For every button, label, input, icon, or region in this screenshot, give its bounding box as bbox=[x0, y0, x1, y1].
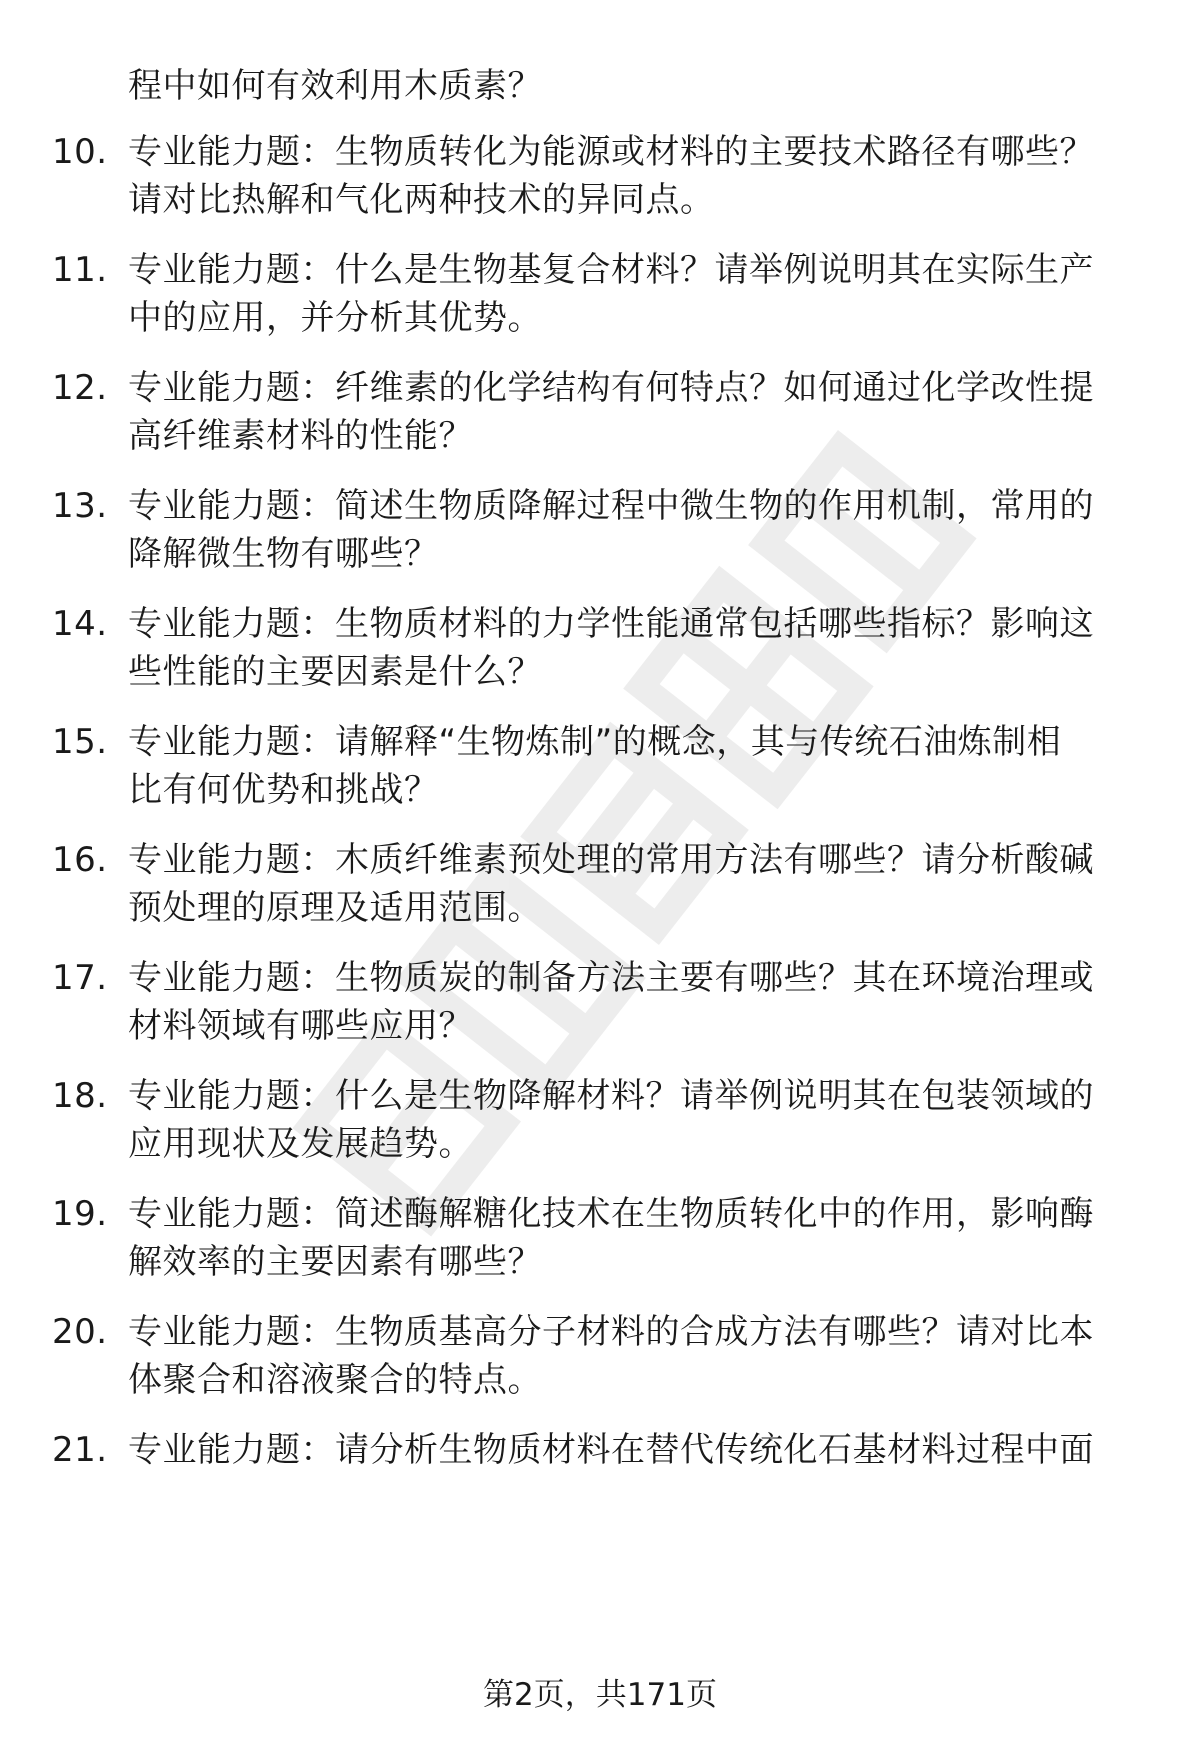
question-text-line-2: 些性能的主要因素是什么？ bbox=[128, 652, 542, 692]
question-text-line-2: 解效率的主要因素有哪些？ bbox=[128, 1242, 542, 1282]
question-text-line-1: 专业能力题：生物质炭的制备方法主要有哪些？其在环境治理或 bbox=[128, 958, 1094, 998]
question-number: 11. bbox=[52, 250, 108, 290]
question-text-line-2: 比有何优势和挑战？ bbox=[128, 770, 439, 810]
question-text-line-1: 专业能力题：请分析生物质材料在替代传统化石基材料过程中面 bbox=[128, 1430, 1094, 1470]
question-number: 15. bbox=[52, 722, 108, 762]
question-text-line-2: 中的应用，并分析其优势。 bbox=[128, 298, 542, 338]
question-text-line-2: 应用现状及发展趋势。 bbox=[128, 1124, 473, 1164]
question-number: 12. bbox=[52, 368, 108, 408]
question-text-line-1: 专业能力题：什么是生物降解材料？请举例说明其在包装领域的 bbox=[128, 1076, 1094, 1116]
question-text-line-1: 专业能力题：简述生物质降解过程中微生物的作用机制，常用的 bbox=[128, 486, 1094, 526]
question-number: 10. bbox=[52, 132, 108, 172]
question-number: 21. bbox=[52, 1430, 108, 1470]
question-text-line-1: 专业能力题：生物质材料的力学性能通常包括哪些指标？影响这 bbox=[128, 604, 1094, 644]
question-text-line-1: 专业能力题：请解释“生物炼制”的概念，其与传统石油炼制相 bbox=[128, 722, 1062, 762]
question-number: 17. bbox=[52, 958, 108, 998]
question-number: 14. bbox=[52, 604, 108, 644]
question-number: 19. bbox=[52, 1194, 108, 1234]
question-text-line-1: 专业能力题：简述酶解糖化技术在生物质转化中的作用，影响酶 bbox=[128, 1194, 1094, 1234]
question-number: 20. bbox=[52, 1312, 108, 1352]
question-text-line-1: 专业能力题：木质纤维素预处理的常用方法有哪些？请分析酸碱 bbox=[128, 840, 1094, 880]
page-footer: 第2页，共171页 bbox=[483, 1677, 717, 1713]
question-text-line-2: 体聚合和溶液聚合的特点。 bbox=[128, 1360, 542, 1400]
question-text-line-2: 高纤维素材料的性能？ bbox=[128, 416, 473, 456]
question-text-line-1: 专业能力题：什么是生物基复合材料？请举例说明其在实际生产 bbox=[128, 250, 1094, 290]
question-text-line-2: 材料领域有哪些应用？ bbox=[128, 1006, 473, 1046]
question-text-line-1: 专业能力题：纤维素的化学结构有何特点？如何通过化学改性提 bbox=[128, 368, 1094, 408]
question-text-line-1: 专业能力题：生物质基高分子材料的合成方法有哪些？请对比本 bbox=[128, 1312, 1094, 1352]
question-text-line-2: 请对比热解和气化两种技术的异同点。 bbox=[128, 180, 715, 220]
question-text-line-2: 预处理的原理及适用范围。 bbox=[128, 888, 542, 928]
question-text-line-1: 专业能力题：生物质转化为能源或材料的主要技术路径有哪些？ bbox=[128, 132, 1094, 172]
question-number: 13. bbox=[52, 486, 108, 526]
question-text-line-2: 降解微生物有哪些？ bbox=[128, 534, 439, 574]
question-number: 16. bbox=[52, 840, 108, 880]
continued-question-line: 程中如何有效利用木质素？ bbox=[128, 66, 542, 106]
question-number: 18. bbox=[52, 1076, 108, 1116]
